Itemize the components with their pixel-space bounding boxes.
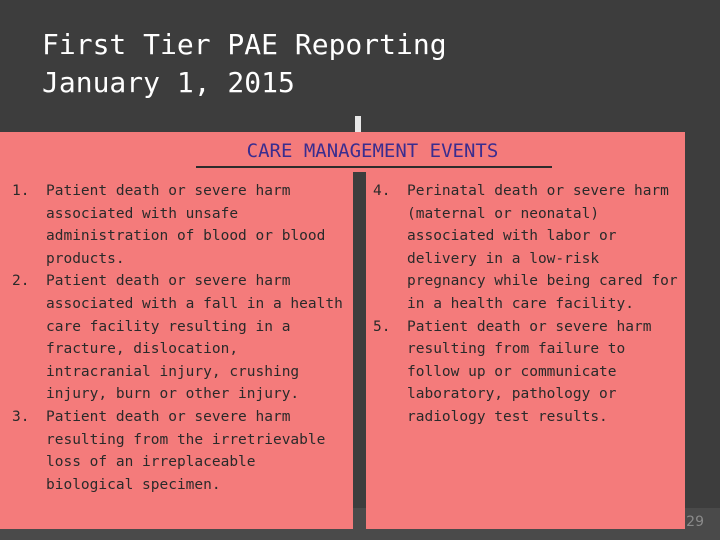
list-item bbox=[373, 316, 683, 429]
item-number: 5. bbox=[373, 318, 391, 335]
right-event-list bbox=[373, 180, 683, 429]
list-item bbox=[12, 406, 348, 496]
slide-title-line-1: First Tier PAE Reporting bbox=[42, 28, 447, 61]
item-text: Patient death or severe harm resulting from the irretrievable loss of an irreplaceable biological specimen. bbox=[46, 408, 326, 493]
list-item bbox=[12, 180, 348, 270]
section-header: CARE MANAGEMENT EVENTS bbox=[246, 140, 499, 162]
list-item bbox=[373, 180, 683, 316]
section-header-underline bbox=[196, 166, 552, 168]
column-divider-tick bbox=[355, 116, 361, 132]
slide-title-line-2: January 1, 2015 bbox=[42, 66, 295, 99]
item-text: Perinatal death or severe harm (maternal or neonatal) associated with labor or delivery in a low-risk pregnancy while being cared for in a health care facility. bbox=[407, 183, 678, 312]
item-number: 1. bbox=[12, 183, 30, 199]
item-number: 4. bbox=[373, 183, 391, 199]
item-text: Patient death or severe harm resulting from failure to follow up or communicate laboratory, pathology or radiology test results. bbox=[407, 318, 652, 425]
item-number: 2. bbox=[12, 273, 30, 290]
item-text: Patient death or severe harm associated with unsafe administration of blood or blood products. bbox=[46, 183, 326, 267]
left-event-list bbox=[12, 180, 348, 496]
item-number: 3. bbox=[12, 408, 30, 425]
page-number: 29 bbox=[686, 514, 704, 530]
slide-title bbox=[42, 26, 682, 102]
item-text: Patient death or severe harm associated with a fall in a health care facility resulting in a fracture, dislocation, intracranial injury, crushing injury, burn or other injury. bbox=[46, 273, 343, 403]
list-item bbox=[12, 270, 348, 406]
